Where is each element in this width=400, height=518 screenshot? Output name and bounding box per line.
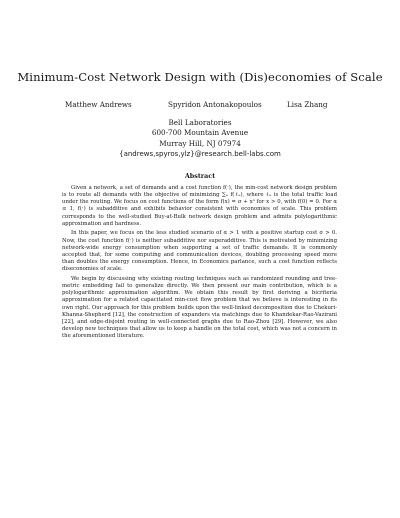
abstract-paragraph: Given a network, a set of demands and a cost function f(·), the min-cost network design problem is to route all demands with the objective of minimizing ∑ₑ f(ℓₑ), where ℓₑ is the total traffic load under the routing. We focus on cost functions of the form f(x) = σ + xᵅ for x > 0, with f(0) = 0. For α ≤ 1, f(·) is subadditive and exhibits behavior consistent with economies of scale. This problem corresponds to the well-studied Buy-at-Bulk network design problem and admits polylogarithmic approximation and hardness. [62,185,337,227]
author-name: Spyridon Antonakopoulos [168,100,262,109]
author-name: Matthew Andrews [65,100,132,109]
abstract-heading: Abstract [184,172,216,180]
affiliation-street: 600-700 Mountain Avenue [151,128,249,138]
author-list [0,100,400,112]
affiliation-city: Murray Hill, NJ 07974 [159,138,241,148]
abstract-paragraph: In this paper, we focus on the less studied scenario of α > 1 with a positive startup cost σ > 0. Now, the cost function f(·) is neither subadditive nor superadditive. This is motivated by minimizing network-wide energy consumption when supporting a set of traffic demands. It is commonly accepted that, for some computing and communication devices, doubling processing speed more than doubles the energy consumption. Hence, in Economics parlance, such a cost function reflects diseconomies of scale. [62,230,337,273]
affiliation-organization: Bell Laboratories [168,118,232,127]
affiliation-block [0,118,400,159]
paper-title: Minimum-Cost Network Design with (Dis)economies of Scale [17,70,383,84]
affiliation-email: {andrews,spyros,ylz}@research.bell-labs.com [119,149,281,158]
author-name: Lisa Zhang [287,100,328,109]
abstract-paragraph: We begin by discussing why existing routing techniques such as randomized rounding and tree-metric embedding fail to generalize directly. We then present our main contribution, which is a polylogarithmic approximation algorithm. We obtain this result by first deriving a bicriteria approximation for a related capacitated min-cost flow problem that we believe is interesting in its own right. Our approach for this problem builds upon the well-linked decomposition due to Chekuri-Khanna-Shepherd [12], the construction of expanders via matchings due to Khandekar-Rao-Vazirani [22], and edge-disjoint routing in well-connected graphs due to Rao-Zhou [29]. However, we also develop new techniques that allow us to keep a handle on the total cost, which was not a concern in the aforementioned literature. [62,275,337,340]
abstract-body [62,185,337,343]
